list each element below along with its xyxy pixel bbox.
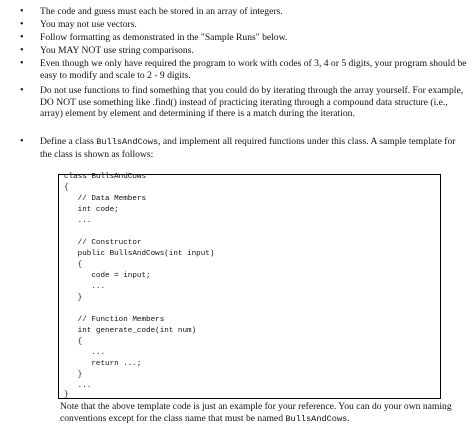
note-class-name-inline-code: BullsAndCows [285,413,348,424]
code-line: // Constructor [64,239,142,247]
code-line: } [64,391,69,399]
requirement-item [20,45,468,57]
bullet-dot-icon: • [20,6,24,17]
code-line: { [64,261,83,269]
template-note [60,401,470,426]
code-line: { [64,338,83,346]
bullet-dot-icon: • [20,85,24,96]
note-end: . [347,412,350,424]
requirement-item [20,58,468,81]
bullet-dot-icon: • [20,19,24,30]
code-line: int code; [64,206,119,214]
requirement-item [20,6,468,18]
requirement-text-prefix: Define a class [40,136,97,147]
code-line: return ...; [64,360,142,368]
requirement-item [20,32,468,44]
requirement-text: You MAY NOT use string comparisons. [40,45,194,56]
bullet-dot-icon: • [20,45,24,56]
requirement-text-suffix: , and implement all required functions under this class. A sample template for the class is shown as follows: [40,136,456,160]
bullet-dot-icon: • [20,32,24,43]
requirement-item [20,136,468,160]
requirement-item [20,19,468,31]
requirement-item [20,85,468,120]
code-line: code = input; [64,272,151,280]
code-line: // Data Members [64,195,147,203]
code-line: { [64,184,69,192]
requirement-text: The code and guess must each be stored in an array of integers. [40,6,283,17]
code-line: // Function Members [64,316,165,324]
code-line: int generate_code(int num) [64,327,197,335]
code-line: } [64,294,83,302]
requirement-text: Do not use functions to find something that you could do by iterating through the array yourself. For example, DO NOT use something like .find() instead of practicing iterating through a compound data structure (i.e., array) element by element and determining if there is a match during the iteration. [40,85,464,120]
code-line: ... [64,349,106,357]
bullet-dot-icon: • [20,136,24,147]
code-line: ... [64,283,106,291]
code-line: class BullsAndCows [64,173,147,181]
code-line: public BullsAndCows(int input) [64,250,215,258]
code-line: ... [64,382,92,390]
code-line: } [64,371,83,379]
requirement-text: You may not use vectors. [40,19,137,30]
code-line: ... [64,217,92,225]
note-text: Note that the above template code is just an example for your reference. You can do your own naming conventions except for the class name that must be named [60,401,452,424]
requirement-text: Even though we only have required the program to work with codes of 3, 4 or 5 digits, your program should be easy to modify and scale to 2 - 9 digits. [40,58,467,81]
class-name-inline-code: BullsAndCows [96,137,159,147]
bullet-dot-icon: • [20,58,24,69]
code-template-box [58,174,441,399]
requirement-text: Follow formatting as demonstrated in the "Sample Runs" below. [40,32,288,43]
